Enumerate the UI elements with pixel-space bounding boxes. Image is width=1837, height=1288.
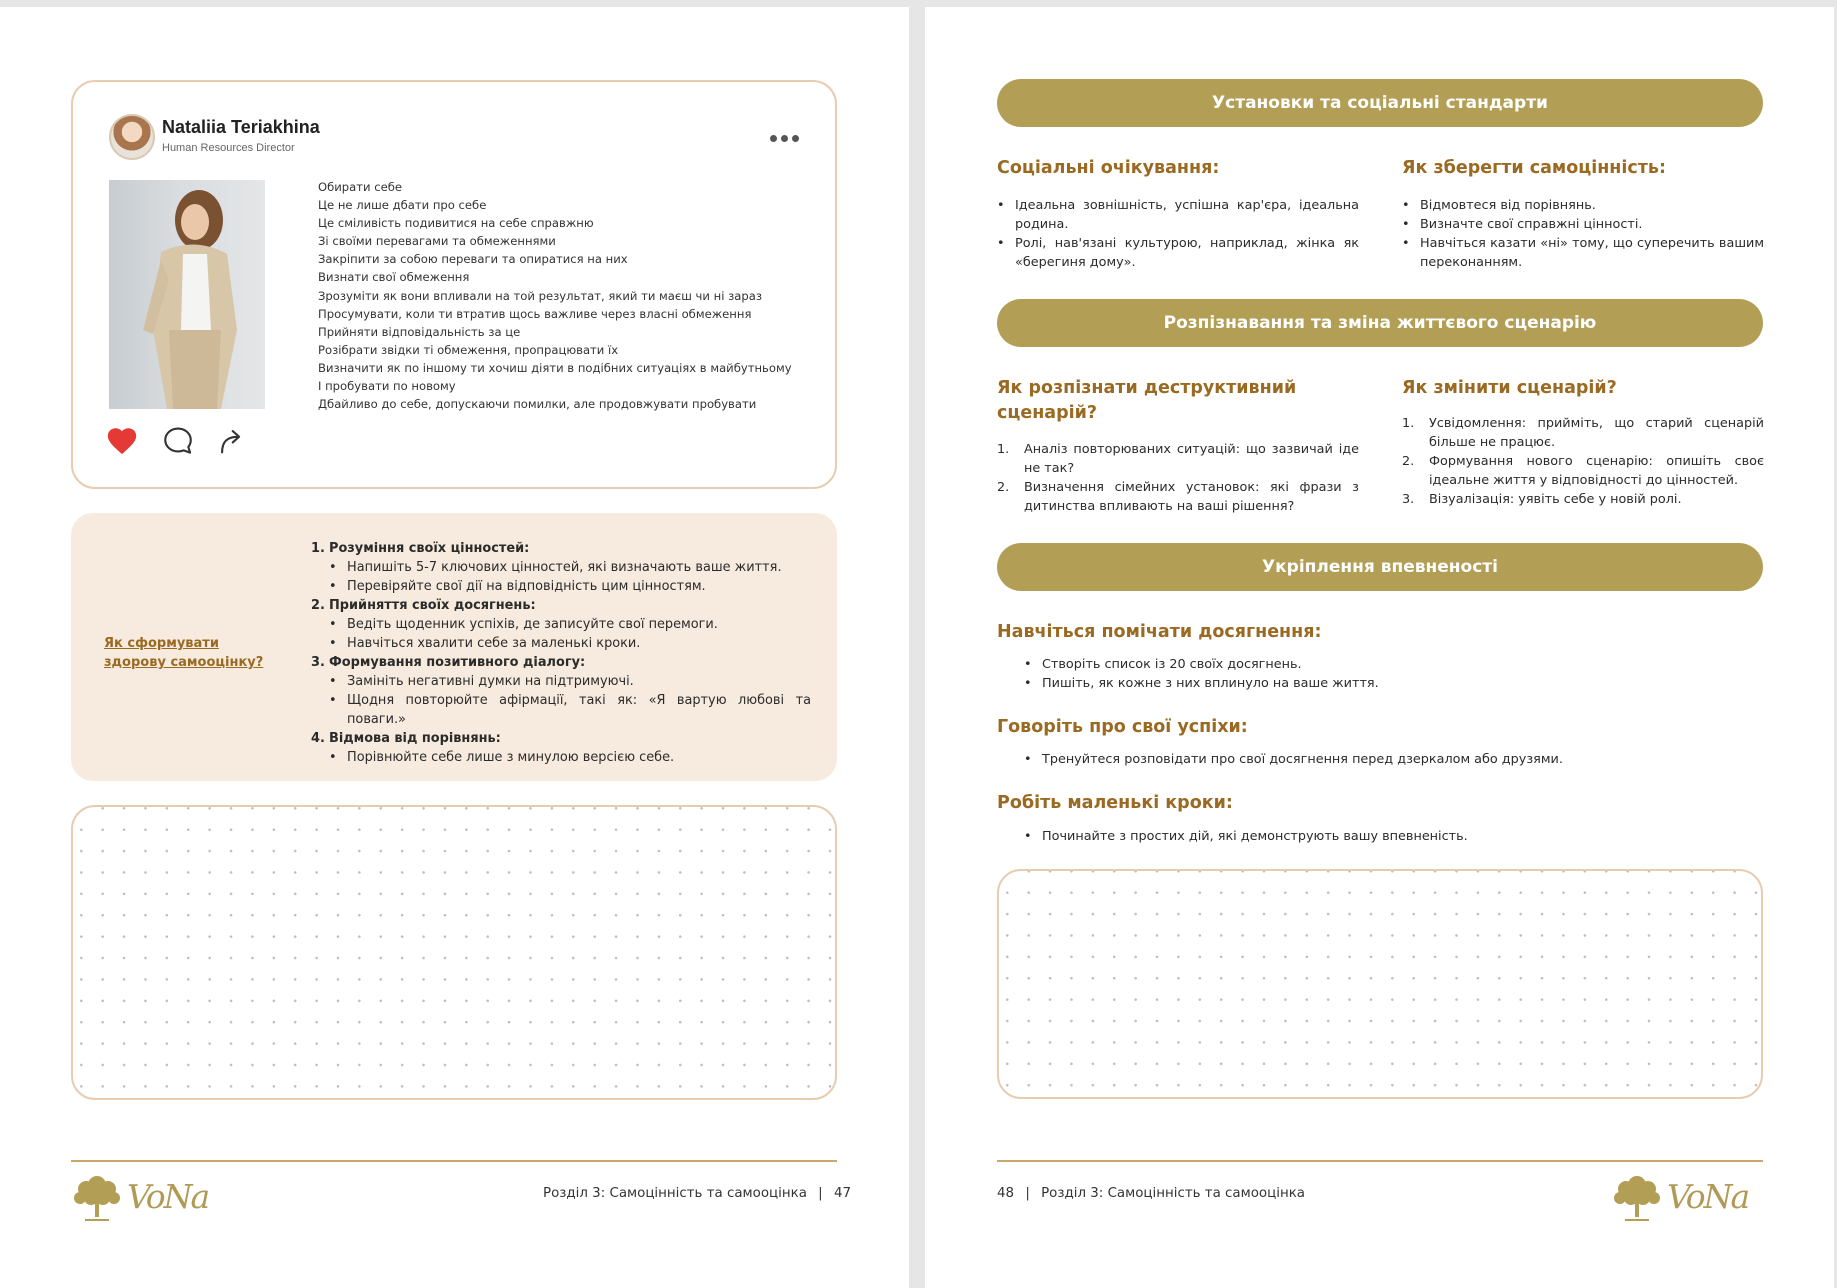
footer-divider (997, 1160, 1763, 1162)
step-title: 4. Відмова від порівнянь: (311, 731, 501, 746)
step-bullet: • Замініть негативні думки на підтримуючі. (329, 674, 634, 689)
post-text (318, 178, 818, 413)
footer-page-info (997, 1186, 1305, 1201)
footer-chapter: Розділ 3: Самоцінність та самооцінка (1041, 1186, 1305, 1201)
list-item: 1. Аналіз повторюваних ситуацій: що зазвичай іде не так? (997, 442, 1359, 476)
section-subheading: Соціальні очікування: (997, 158, 1220, 178)
bullet-list (997, 196, 1359, 272)
numbered-list (997, 440, 1359, 516)
section-subheading: Говоріть про свої успіхи: (997, 717, 1248, 737)
post-line: Прийняти відповідальність за це (318, 324, 521, 339)
footer-chapter: Розділ 3: Самоцінність та самооцінка (543, 1186, 807, 1201)
left-page (0, 7, 909, 1288)
post-line: І пробувати по новому (318, 379, 456, 394)
list-item: 2. Визначення сімейних установок: які фрази з дитинства впливають на ваші рішення? (997, 480, 1359, 514)
list-item: • Починайте з простих дій, які демонструють вашу впевненість. (1024, 829, 1468, 844)
step-bullet: • Ведіть щоденник успіхів, де записуйте свої перемоги. (329, 617, 718, 632)
post-line: Визначити як по іншому ти хочиш діяти в подібних ситуаціях в майбутньому (318, 360, 792, 375)
section-title-bar: Укріплення впевненості (997, 543, 1763, 591)
vona-logo (71, 1170, 227, 1222)
logo-text: VoNa (127, 1176, 209, 1216)
post-line: Зрозуміти як вони впливали на той результат, який ти маєш чи ні зараз (318, 288, 763, 303)
numbered-list (1402, 414, 1764, 509)
logo-text: VoNa (1667, 1176, 1749, 1216)
step-bullet: • Порівнюйте себе лише з минулою версією себе. (329, 750, 675, 765)
list-item: 3. Візуалізація: уявіть себе у новій ролі. (1402, 492, 1682, 507)
list-item: • Тренуйтеся розповідати про свої досягнення перед дзеркалом або друзями. (1024, 752, 1563, 767)
more-dots-icon[interactable] (770, 132, 804, 144)
list-item: • Навчіться казати «ні» тому, що суперечить вашим переконанням. (1402, 236, 1764, 270)
list-item: • Пишіть, як кожне з них вплинуло на ваше життя. (1024, 676, 1379, 691)
list-item: • Створіть список із 20 своїх досягнень. (1024, 657, 1302, 672)
advice-steps (311, 539, 811, 767)
post-photo (109, 180, 265, 409)
section-subheading: Як розпізнати деструктивний сценарій? (997, 378, 1297, 423)
section-subheading: Робіть маленькі кроки: (997, 793, 1233, 813)
dotted-notes-area[interactable] (997, 869, 1763, 1099)
step-title: 2. Прийняття своїх досягнень: (311, 598, 536, 613)
step-bullet: • Напишіть 5-7 ключових цінностей, які визначають ваше життя. (329, 560, 782, 575)
section-title-bar: Розпізнавання та зміна життєвого сценарію (997, 299, 1763, 347)
tree-logo-icon (1611, 1171, 1663, 1221)
tree-logo-icon (71, 1171, 123, 1221)
list-item: • Ролі, нав'язані культурою, наприклад, жінка як «берегиня дому». (997, 236, 1359, 270)
step-title: 1. Розуміння своїх цінностей: (311, 541, 530, 556)
vona-logo (1611, 1170, 1767, 1222)
section-subheading: Як зберегти самоцінність: (1402, 158, 1666, 178)
post-line: Просумувати, коли ти втратив щось важливе через власні обмеження (318, 306, 752, 321)
post-author-name[interactable]: Nataliia Teriakhina (162, 117, 320, 137)
list-item: 1. Усвідомлення: прийміть, що старий сценарій більше не працює. (1402, 416, 1764, 450)
post-line: Визнати свої обмеження (318, 270, 470, 285)
bullet-list (1024, 750, 1724, 769)
step-title: 3. Формування позитивного діалогу: (311, 655, 586, 670)
bullet-list (1402, 196, 1764, 272)
bullet-list (1024, 655, 1724, 693)
social-post-card (71, 80, 837, 489)
footer-page-number: 47 (833, 1186, 851, 1201)
post-line: Розібрати звідки ті обмеження, пропрацювати їх (318, 342, 619, 357)
post-line: Це сміливість подивитися на себе справжню (318, 216, 594, 231)
list-item: • Відмовтеся від порівнянь. (1402, 198, 1596, 213)
list-item: • Ідеальна зовнішність, успішна кар'єра, ідеальна родина. (997, 198, 1359, 232)
footer-page-number: 48 (997, 1186, 1015, 1201)
post-line: Зі своїми перевагами та обмеженнями (318, 234, 556, 249)
section-subheading: Навчіться помічати досягнення: (997, 622, 1322, 642)
footer-page-info (543, 1186, 851, 1201)
footer-separator: | (1025, 1186, 1030, 1201)
step-bullet: • Навчіться хвалити себе за маленькі кроки. (329, 636, 641, 651)
step-bullet: • Щодня повторюйте афірмації, такі як: «Я вартую любові та поваги.» (329, 693, 811, 727)
post-line: Обирати себе (318, 180, 403, 194)
post-line: Закріпити за собою переваги та опиратися на них (318, 252, 628, 267)
post-line: Це не лише дбати про себе (318, 198, 487, 213)
list-item: 2. Формування нового сценарію: опишіть своє ідеальне життя у відповідності до цінностей. (1402, 454, 1764, 488)
footer-divider (71, 1160, 837, 1162)
post-line: Дбайливо до себе, допускаючи помилки, але продовжувати пробувати (318, 397, 757, 412)
section-subheading: Як змінити сценарій? (1402, 378, 1617, 398)
bullet-list (1024, 827, 1724, 846)
comment-icon[interactable] (161, 424, 195, 458)
section-title-bar: Установки та соціальні стандарти (997, 79, 1763, 127)
right-page (925, 7, 1834, 1288)
step-bullet: • Перевіряйте свої дії на відповідність цим цінностям. (329, 579, 706, 594)
list-item: • Визначте свої справжні цінності. (1402, 217, 1643, 232)
avatar[interactable] (109, 114, 155, 160)
dotted-notes-area[interactable] (71, 805, 837, 1100)
footer-separator: | (818, 1186, 823, 1201)
share-icon[interactable] (215, 424, 249, 458)
post-author-role: Human Resources Director (162, 142, 295, 154)
heart-icon[interactable] (105, 424, 139, 458)
self-esteem-advice-box (71, 513, 837, 781)
advice-link[interactable]: Як сформувати здорову самооцінку? (104, 636, 264, 670)
